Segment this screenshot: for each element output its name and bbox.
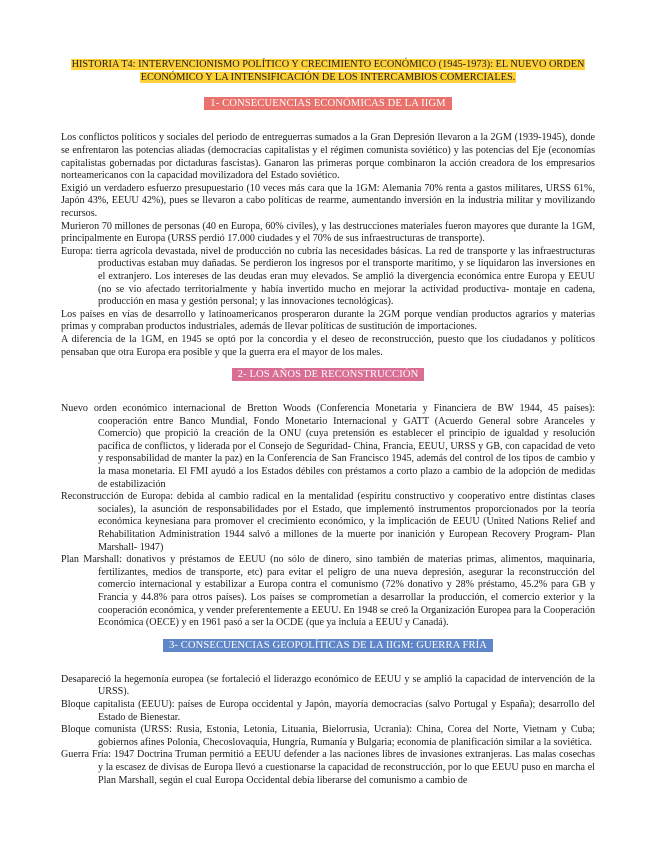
section-heading-1	[61, 97, 595, 110]
paragraph: Europa: tierra agrícola devastada, nivel de producción no cubría las necesidades básicas. La red de transporte y las infraestructuras productivas estaban muy dañadas. Se perdieron los ingresos por el transporte marítimo, y se liquidaron las inversiones en el extranjero. Los intereses de las deudas eran muy elevados. Se amplió la divergencia económica entre Europa y EEUU (no se vio afectado territorialmente y había invertido mucho en mejorar la actividad productiva- montaje en cadena, producción en masa y gestión personal; y las innovaciones tecnológicas).	[61, 245, 595, 308]
paragraph: Reconstrucción de Europa: debida al cambio radical en la mentalidad (espíritu constructivo y cooperativo entre distintas clases sociales), la asunción de responsabilidades por el Estado, que implementó instrumentos proporcionados por la teoría económica keynesiana para promover el crecimiento económico, y la implicación de EEUU (United Nations Relief and Rehabilitation Administration 1944 salvó a millones de la muerte por inanición y European Recovery Program- Plan Marshall- 1947)	[61, 491, 595, 553]
paragraph: Exigió un verdadero esfuerzo presupuestario (10 veces más cara que la 1GM: Alemania 70% renta a gastos militares, URSS 61%, Japón 43%, EEUU 42%), pues se llevaron a cabo políticas de rearme, aumentando inversión en la industria militar y movilizando recursos.	[61, 182, 595, 219]
paragraph: Guerra Fría: 1947 Doctrina Truman permitió a EEUU defender a las naciones libres de invasiones extranjeras. Las malas cosechas y la escasez de divisas de Europa llevó a cuestionarse la capacidad de reconstrucción, por lo que EEUU puso en marcha el Plan Marshall, según el cual Europa Occidental debía liberarse del comunismo a cambio de	[61, 749, 595, 786]
paragraph: Los conflictos políticos y sociales del periodo de entreguerras sumados a la Gran Depresión llevaron a la 2GM (1939-1945), donde se enfrentaron las potencias aliadas (democracias capitalistas y el régimen comunista soviético) y las potencias del Eje (economías capitalistas gobernadas por dictaduras fascistas). Ganaron las primeras porque combinaron la acción creadora de los empresarios norteamericanos con la capacidad movilizadora del Estado soviético.	[61, 132, 595, 182]
paragraph: Nuevo orden económico internacional de Bretton Woods (Conferencia Monetaria y Financiera de BW 1944, 45 países): cooperación entre Banco Mundial, Fondo Monetario Internacional y GATT (Acuerdo General sobre Aranceles y Comercio) que propició la creación de la ONU (cuya pretensión es establecer el principio de igualdad y resolución pacífica de conflictos, y liderada por el Consejo de Seguridad- China, Francia, EEUU, URSS y GB, con capacidad de veto y responsabilidad de manter la paz) en la Conferencia de San Francisco 1945, además del control de los tipos de cambio y la masa monetaria. El FMI ayudó a los Estados débiles con préstamos a corto plazo a cambio de la adopción de medidas de estabilización	[61, 403, 595, 490]
paragraph: Los países en vías de desarrollo y latinoamericanos prosperaron durante la 2GM porque vendían productos agrarios y materias primas y compraban productos industriales, además de llevar políticas de sustitución de importaciones.	[61, 308, 595, 333]
paragraph: Desapareció la hegemonía europea (se fortaleció el liderazgo económico de EEUU y se amplió la capacidad de intervención de la URSS).	[61, 673, 595, 698]
document-title	[61, 58, 595, 84]
paragraph: Bloque comunista (URSS: Rusia, Estonia, Letonia, Lituania, Bielorrusia, Ucrania): China, Corea del Norte, Vietnam y Cuba; gobiernos afines Polonia, Checoslovaquia, Hungría, Rumanía y Bulgaria; economía de planificación similar a la soviética.	[61, 724, 595, 748]
section-heading-1-text: 1- CONSECUENCIAS ECONÓMICAS DE LA IIGM	[204, 97, 451, 110]
section-heading-2-text: 2- LOS AÑOS DE RECONSTRUCCIÓN	[232, 368, 425, 381]
paragraph: Murieron 70 millones de personas (40 en Europa, 60% civiles), y las destrucciones materiales fueron mayores que durante la 1GM, principalmente en Europa (URSS perdió 17.000 ciudades y el 70% de sus infraestructuras de transporte).	[61, 220, 595, 245]
paragraph: Plan Marshall: donativos y préstamos de EEUU (no sólo de dinero, sino también de materias primas, alimentos, maquinaria, fertilizantes, medios de transporte, etc) para evitar el peligro de una nueva depresión, asegurar la reconstrucción del comercio internacional y estabilizar a Europa contra el comunismo (72% donativo y 28% préstamo, 45.2% para GB y Francia y 44.8% para otros países). Los países se comprometían a desarrollar la producción, el comercio exterior y la cooperación económica, y vender preferentemente a EEUU. En 1948 se creó la Organización Europea para la Cooperación Económica (OECE) y en 1961 pasó a ser la OCDE (que ya incluía a EEUU y Canadá).	[61, 554, 595, 629]
paragraph: Bloque capitalista (EEUU): países de Europa occidental y Japón, mayoría democracias (salvo Portugal y España); desarrollo del Estado de Bienestar.	[61, 698, 595, 723]
section-heading-2	[61, 368, 595, 381]
paragraph: A diferencia de la 1GM, en 1945 se optó por la concordia y el deseo de reconstrucción, puesto que los ciudadanos y políticos pensaban que otra Europa era posible y que la guerra era el mayor de los males.	[61, 333, 595, 358]
section-heading-3	[61, 639, 595, 652]
document-title-text: HISTORIA T4: INTERVENCIONISMO POLÍTICO Y CRECIMIENTO ECONÓMICO (1945-1973): EL NUEVO ORDEN ECONÓMICO Y LA INTENSIFICACIÓN DE LOS INTERCAMBIOS COMERCIALES.	[71, 59, 585, 84]
section-heading-3-text: 3- CONSECUENCIAS GEOPOLÍTICAS DE LA IIGM: GUERRA FRÍA	[163, 639, 493, 652]
